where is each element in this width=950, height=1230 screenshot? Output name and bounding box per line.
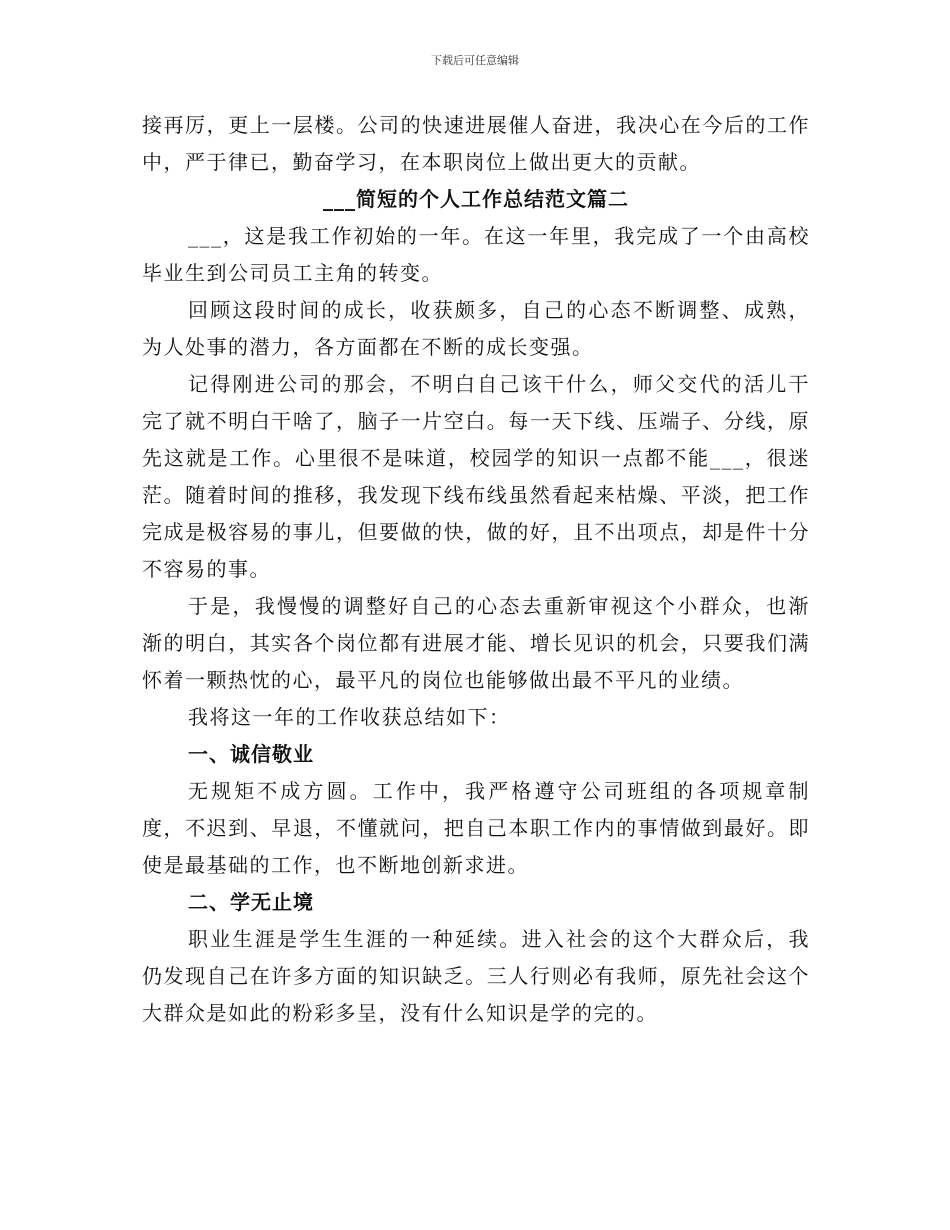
paragraph-first-year: ___，这是我工作初始的一年。在这一年里，我完成了一个由高校毕业生到公司员工主角的转变。 (142, 224, 810, 285)
paragraph-integrity: 无规矩不成方圆。工作中，我严格遵守公司班组的各项规章制度，不迟到、早退，不懂就问，把自己本职工作内的事情做到最好。即使是最基础的工作，也不断地创新求进。 (142, 779, 810, 877)
intro-continuation-paragraph: 接再厉，更上一层楼。公司的快速进展催人奋进，我决心在今后的工作中，严于律已，勤奋学习，在本职岗位上做出更大的贡献。 (142, 113, 810, 174)
page-header: 下载后可任意编辑 (431, 54, 519, 67)
paragraph-review: 回顾这段时间的成长，收获颇多，自己的心态不断调整、成熟，为人处事的潜力，各方面都在不断的成长变强。 (142, 298, 810, 359)
section-title: ___简短的个人工作总结范文篇二 (323, 187, 629, 211)
paragraph-adjustment: 于是，我慢慢的调整好自己的心态去重新审视这个小群众，也渐渐的明白，其实各个岗位都有进展才能、增长见识的机会，只要我们满怀着一颗热忱的心，最平凡的岗位也能够做出最不平凡的业绩。 (142, 594, 810, 692)
paragraph-memory: 记得刚进公司的那会，不明白自己该干什么，师父交代的活儿干完了就不明白干啥了，脑子一片空白。每一天下线、压端子、分线，原先这就是工作。心里很不是味道，校园学的知识一点都不能___，很迷茫。随着时间的推移，我发现下线布线虽然看起来枯燥、平淡，把工作完成是极容易的事儿，但要做的快，做的好，且不出项点，却是件十分不容易的事。 (142, 372, 810, 581)
heading-learning: 二、学无止境 (188, 890, 314, 914)
document-body (142, 107, 810, 1032)
paragraph-summary-intro: 我将这一年的工作收获总结如下： (188, 705, 511, 729)
heading-integrity: 一、诚信敬业 (188, 742, 314, 766)
paragraph-learning: 职业生涯是学生生涯的一种延续。进入社会的这个大群众后，我仍发现自己在许多方面的知识缺乏。三人行则必有我师，原先社会这个大群众是如此的粉彩多呈，没有什么知识是学的完的。 (142, 927, 810, 1025)
